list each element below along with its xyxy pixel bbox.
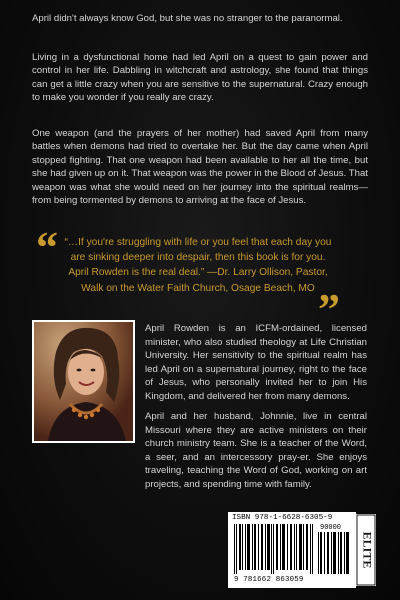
author-family-paragraph: April and her husband, Johnnie, live in central Missouri where they are active ministers on their church ministry team. She is a teacher of the Word, a seer, and an intercessory pray-er. She enjoys traveling, teaching the Word of God, working on art projects, and spending time with family. <box>145 411 367 490</box>
intro-paragraph: April didn't always know God, but she was no stranger to the paranormal. <box>32 13 343 24</box>
isbn-number: ISBN 978-1-6628-6305-9 <box>232 514 333 522</box>
backstory-paragraph: Living in a dysfunctional home had led April on a quest to gain power and control in her life. Dabbling in witchcraft and astrology, she found that things can get a little crazy when you are sensitive to the supernatural. Crazy enough to make you wonder if you really are crazy. <box>32 52 368 104</box>
author-bio-paragraph: April Rowden is an ICFM-ordained, licensed minister, who also studied theology at Life Christian University. Her sensitivity to the spiritual realm has led April on a supernatural journey, right to the face of Jesus, who personally invited her to join His Kingdom, and delivered her from many demons. <box>145 323 367 402</box>
price-addon-bars <box>318 532 350 574</box>
price-code: 90000 <box>320 524 342 532</box>
svg-text:ELITE: ELITE <box>360 531 375 569</box>
weapon-paragraph: One weapon (and the prayers of her mother) had saved April from many battles when demons had tried to overtake her. But the day came when April stopped fighting. That one weapon had been available to her all the time, but she had given up on it. That weapon was the power in the Blood of Jesus. That weapon was what she would need on her journey into the spiritual realms—from being tormented by demons to arriving at the face of Jesus. <box>32 128 368 207</box>
open-quote-mark: “ <box>36 223 58 272</box>
barcode-bars <box>234 524 314 574</box>
isbn-barcode <box>228 512 356 588</box>
endorsement-quote: “…If you're struggling with life or you feel that each day you are sinking deeper into despair, then this book is for you. April Rowden is the real deal.” —Dr. Larry Ollison, Pastor, Walk on the Water Faith Church, Osage Beach, MO <box>64 237 332 294</box>
close-quote-mark: ” <box>318 285 340 334</box>
barcode-digits: 9 781662 863059 <box>234 576 304 584</box>
author-photo <box>32 320 135 443</box>
publisher-logo <box>356 514 376 586</box>
